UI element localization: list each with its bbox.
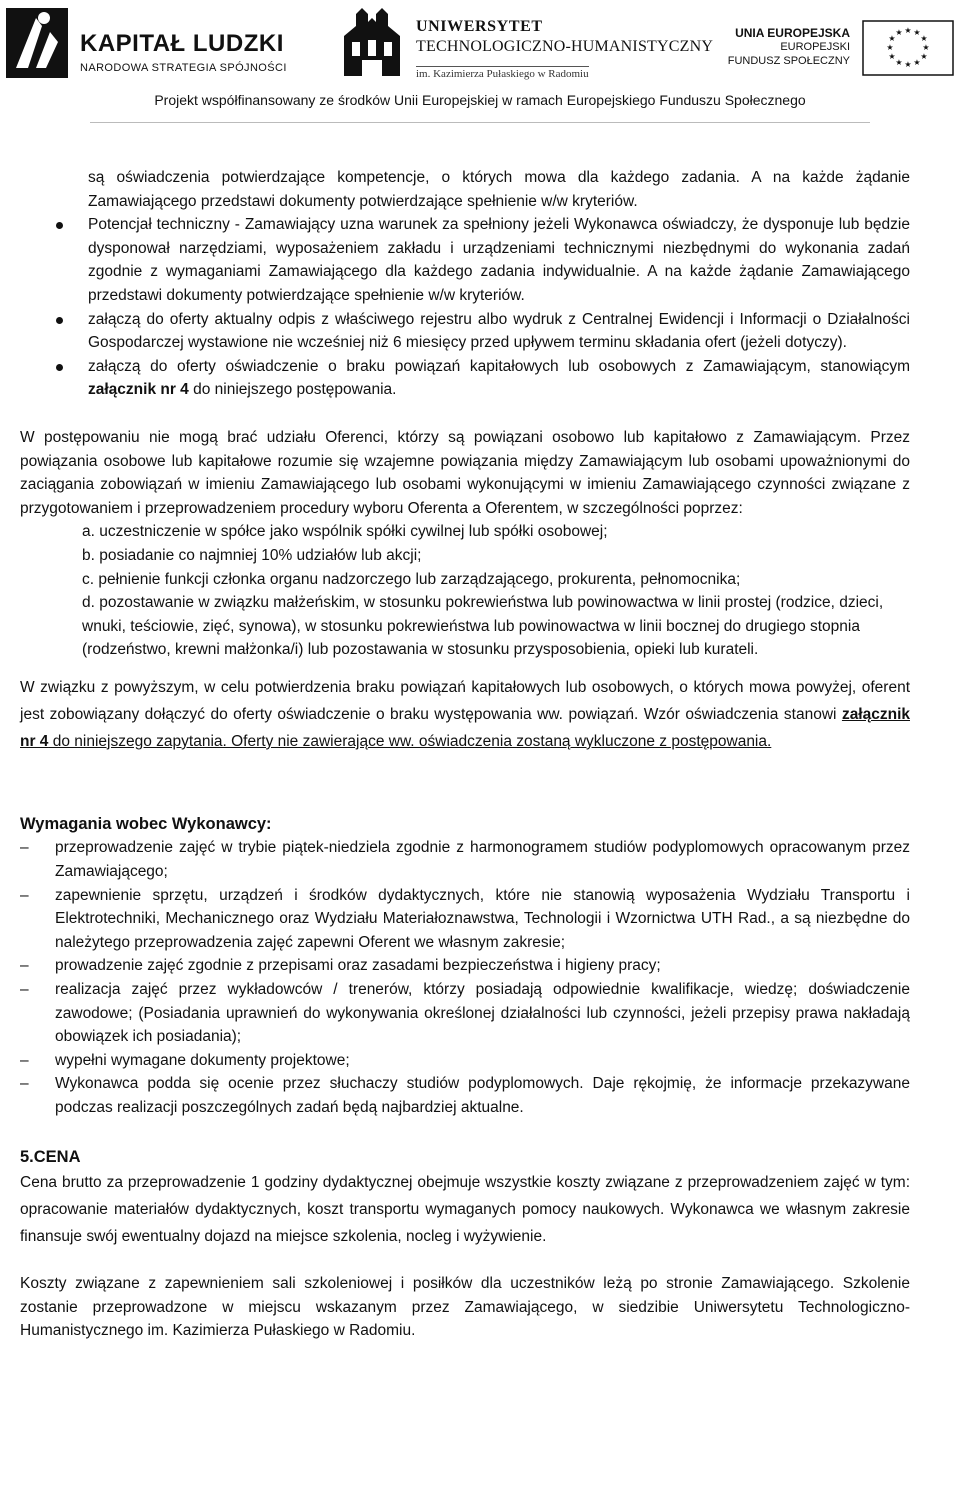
wymagania-item-5 <box>20 1049 910 1073</box>
dash-marker: – <box>20 839 29 857</box>
paragraph-powiazania: W postępowaniu nie mogą brać udziału Oferenci, którzy są powiązani osobowo lub kapitałowo z Zamawiającym. Przez powiązania osobowe lub kapitałowe rozumie się wzajemne powiązania między Zamawiającym lub osobami upoważnionymi do zaciągania zobowiązań w imieniu Zamawiającego lub osobami wykonującymi w imieniu Zamawiającego czynności związane z przygotowaniem i przeprowadzeniem procedury wyboru Oferenta a Oferentem, w szczególności poprzez: <box>20 428 910 517</box>
wymagania-text-1: przeprowadzenie zajęć w trybie piątek-niedziela zgodnie z harmonogramem studiów podyplomowych opracowanym przez Zamawiającego; <box>55 839 910 881</box>
svg-text:★: ★ <box>922 43 930 52</box>
bullet-icon <box>56 222 63 229</box>
uth-line-3: im. Kazimierza Pułaskiego w Radomiu <box>416 68 589 80</box>
uth-line-1: UNIWERSYTET <box>416 18 543 35</box>
continuation-paragraph <box>20 166 910 213</box>
svg-text:★: ★ <box>920 52 928 61</box>
wymagania-text-6: Wykonawca podda się ocenie przez słuchaczy studiów podyplomowych. Daje rękojmię, że informacje przekazywane podczas realizacji poszczególnych zadań będą najbardziej aktualne. <box>55 1075 910 1116</box>
svg-text:★: ★ <box>913 28 921 37</box>
wymagania-item-4 <box>20 978 910 1049</box>
bullet-text-1: Potencjał techniczny - Zamawiający uzna warunek za spełniony jeżeli Wykonawca oświadczy, że dysponuje lub będzie dysponował narzędziami, wyposażeniem zakładu i urządzeniami technicznymi niezbędnymi do wykonania zadań zgodnie z wymaganiami Zamawiającego dla każdego zadania indywidualnie. A na każde żądanie Zamawiającego przedstawi dokumenty potwierdzające spełnienie w/w kryteriów. <box>88 216 910 304</box>
wymagania-item-6 <box>20 1072 910 1119</box>
svg-text:★: ★ <box>904 26 912 35</box>
wzor-bold: załącznik nr 4 <box>20 705 910 750</box>
bullet-text-3-bold: załącznik nr 4 <box>88 381 189 399</box>
cena-paragraph-2: Koszty związane z zapewnieniem sali szkoleniowej i posiłków dla uczestników leżą po stronie Zamawiającego. Szkolenie zostanie przeprowadzone w miejscu wskazanym przez Zamawiającego, w siedzibie Uniwersytetu Technologiczno-Humanistycznego im. Kazimierza Pułaskiego w Radomiu. <box>20 1275 910 1340</box>
dash-marker: – <box>20 981 29 999</box>
wymagania-item-1 <box>20 836 910 883</box>
cena-paragraph-1: Cena brutto za przeprowadzenie 1 godziny dydaktycznej obejmuje wszystkie koszty związane z przeprowadzeniem zajęć w tym: opracowanie materiałów dydaktycznych, koszt transportu wymaganych pomocy naukowych. Wykonawca we własnym zakresie finansuje swój ewentualny dojazd na miejsce szkolenia, nocleg i wyżywienie. <box>20 1174 910 1246</box>
wymagania-text-5: wypełni wymagane dokumenty projektowe; <box>55 1051 350 1069</box>
header-divider <box>90 122 870 123</box>
university-crest-icon <box>336 6 408 80</box>
eu-line-2: EUROPEJSKI <box>780 41 850 53</box>
svg-text:★: ★ <box>888 34 896 43</box>
svg-text:★: ★ <box>920 34 928 43</box>
wymagania-item-3 <box>20 954 910 978</box>
project-funding-line: Projekt współfinansowany ze środków Unii Europejskiej w ramach Europejskiego Funduszu Społecznego <box>154 92 806 108</box>
kl-title: KAPITAŁ LUDZKI <box>80 30 284 57</box>
eu-line-1: UNIA EUROPEJSKA <box>735 26 850 40</box>
wzor-text-2: do niniejszego zapytania. Oferty nie zawierające ww. oświadczenia zostaną wykluczone z postępowania. <box>48 732 772 750</box>
sub-item-c: c. pełnienie funkcji członka organu nadzorczego lub zarządzającego, prokurenta, pełnomocnika; <box>82 570 741 588</box>
continuation-text: są oświadczenia potwierdzające kompetencje, o których mowa dla każdego zadania. A na każde żądanie Zamawiającego przedstawi dokumenty potwierdzające spełnienie w/w kryteriów. <box>88 169 910 210</box>
wzor-text-1: W związku z powyższym, w celu potwierdzenia braku powiązań kapitałowych lub osobowych, o których mowa powyżej, oferent jest zobowiązany dołączyć do oferty oświadczenie o braku występowania ww. powiązań. Wzór oświadczenia stanowi <box>20 678 910 723</box>
eu-text <box>728 26 850 68</box>
eu-logo <box>726 26 956 76</box>
svg-text:★: ★ <box>904 60 912 69</box>
svg-text:★: ★ <box>895 28 903 37</box>
bullet-item-1 <box>20 213 910 307</box>
sub-item-a: a. uczestniczenie w spółce jako wspólnik spółki cywilnej lub spółki osobowej; <box>82 523 608 541</box>
paragraph-wzor <box>20 674 910 755</box>
svg-text:★: ★ <box>886 43 894 52</box>
wymagania-text-3: prowadzenie zajęć zgodnie z przepisami oraz zasadami bezpieczeństwa i higieny pracy; <box>55 957 661 975</box>
svg-text:★: ★ <box>888 52 896 61</box>
sub-item-d: d. pozostawanie w związku małżeńskim, w stosunku pokrewieństwa lub powinowactwa w linii prostej (rodzice, dzieci, wnuki, teściowie, zięć, synowa), w stosunku pokrewieństwa lub powinowactwa w linii bocznej do drugiego stopnia (rodzeństwo, krewni małżonka/i) lub pozostawania w stosunku przysposobienia, opieki lub kurateli. <box>82 594 884 659</box>
wymagania-text-2: zapewnienie sprzętu, urządzeń i środków dydaktycznych, które nie stanowią wyposażenia Wydziału Transportu i Elektrotechniki, Mechanicznego oraz Wydziału Materiałoznawstwa, Technologii i Wzornictwa UTH Rad., a są niezbędne do należytego przeprowadzenia zajęć zapewni Oferent we własnym zakresie; <box>55 886 910 951</box>
svg-text:★: ★ <box>895 58 903 67</box>
svg-text:★: ★ <box>913 58 921 67</box>
eu-flag-icon <box>862 20 954 76</box>
bullet-item-3 <box>20 355 910 402</box>
dash-marker: – <box>20 886 29 904</box>
bullet-icon <box>56 317 63 324</box>
bullet-icon <box>56 364 63 371</box>
page-header <box>0 0 960 122</box>
kapital-ludzki-logo <box>6 8 306 78</box>
eu-line-3: FUNDUSZ SPOŁECZNY <box>727 55 850 67</box>
dash-marker: – <box>20 1075 29 1093</box>
cena-heading: 5.CENA <box>20 1147 81 1166</box>
document-body <box>20 166 910 1343</box>
bullet-text-3b: do niniejszego postępowania. <box>188 381 397 399</box>
kl-subtitle: NARODOWA STRATEGIA SPÓJNOŚCI <box>80 62 287 74</box>
bullet-text-2: załączą do oferty aktualny odpis z właściwego rejestru albo wydruk z Centralnej Ewidencji i Informacji o Działalności Gospodarczej wystawione nie wcześniej niż 6 miesięcy przed upływem terminu składania ofert (jeżeli dotyczy). <box>88 310 910 352</box>
wymagania-text-4: realizacja zajęć przez wykładowców / trenerów, którzy posiadają odpowiednie kwalifikacje, wiedzę; doświadczenie zawodowe; (Posiadania uprawnień do wykonywania określonej działalności lub czynności, jeżeli przepisy prawa nakładają obowiązek ich posiadania); <box>55 981 910 1046</box>
wymagania-item-2 <box>20 884 910 955</box>
sub-item-b: b. posiadanie co najmniej 10% udziałów lub akcji; <box>82 546 422 564</box>
uth-line-2: TECHNOLOGICZNO-HUMANISTYCZNY <box>416 38 714 55</box>
kapital-ludzki-mark-icon <box>6 8 68 78</box>
bullet-item-2 <box>20 308 910 355</box>
wymagania-heading: Wymagania wobec Wykonawcy: <box>20 814 272 833</box>
uth-logo <box>336 6 714 80</box>
bullet-text-3a: załączą do oferty oświadczenie o braku powiązań kapitałowych lub osobowych z Zamawiającym, stanowiącym <box>88 357 910 375</box>
dash-marker: – <box>20 1051 29 1069</box>
dash-marker: – <box>20 957 29 975</box>
